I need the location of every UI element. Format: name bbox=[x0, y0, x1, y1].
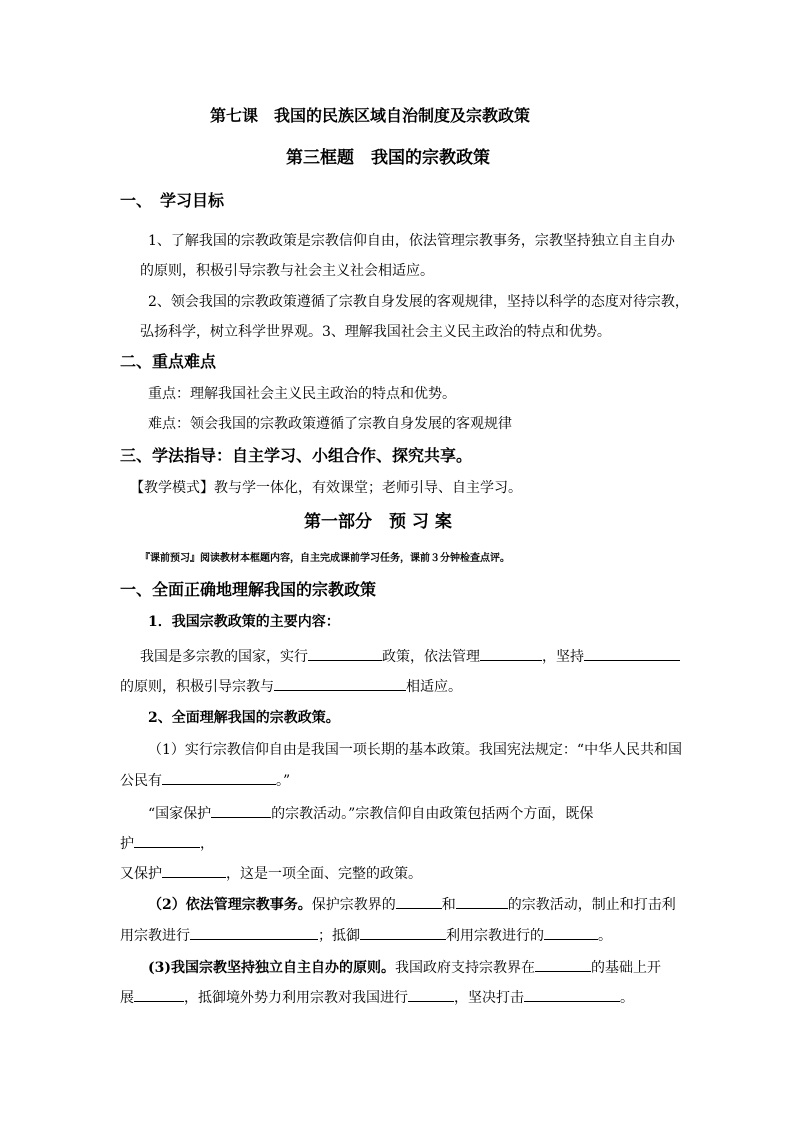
section-heading-method: 三、学法指导：自主学习、小组合作、探究共享。 bbox=[120, 446, 473, 465]
q1-text-a: 我国是多宗教的国家，实行 bbox=[140, 649, 308, 665]
q2-text: 又保护 bbox=[120, 866, 162, 882]
fill-blank[interactable] bbox=[524, 987, 620, 1002]
fill-blank[interactable] bbox=[544, 925, 598, 940]
q2-para4-line1 bbox=[148, 957, 661, 978]
key-point: 重点：理解我国社会主义民主政治的特点和优势。 bbox=[148, 386, 456, 402]
q2-text: 。 bbox=[620, 990, 634, 1006]
goal-2-line-2: 弘扬科学，树立科学世界观。3、理解我国社会主义民主政治的特点和优势。 bbox=[140, 324, 611, 340]
q2-text: 我国政府支持宗教界在 bbox=[395, 960, 535, 976]
goal-2-line-1: 2、领会我国的宗教政策遵循了宗教自身发展的客观规律，坚持以科学的态度对待宗教， bbox=[148, 294, 689, 310]
fill-blank[interactable] bbox=[162, 770, 276, 785]
fill-blank[interactable] bbox=[408, 987, 454, 1002]
goal-1-line-2: 的原则，积极引导宗教与社会主义社会相适应。 bbox=[140, 263, 434, 279]
q2-text: 的宗教活动，制止和打击利 bbox=[507, 897, 676, 913]
fill-blank[interactable] bbox=[308, 646, 382, 661]
q2-para3-line2 bbox=[120, 925, 612, 946]
goal-1-line-1: 1、了解我国的宗教政策是宗教信仰自由，依法管理宗教事务，宗教坚持独立自主自办 bbox=[148, 233, 675, 249]
q2-text: 。” bbox=[276, 773, 291, 789]
lesson-subtitle: 第三框题 我国的宗教政策 bbox=[286, 148, 490, 168]
q2-text: 展 bbox=[120, 990, 134, 1006]
q1-text-c: ，坚持 bbox=[542, 649, 584, 665]
q2-text: 和 bbox=[441, 897, 456, 913]
fill-blank[interactable] bbox=[134, 987, 184, 1002]
section-heading-policy: 一、全面正确地理解我国的宗教政策 bbox=[120, 580, 377, 599]
fill-blank[interactable] bbox=[162, 863, 226, 878]
preview-note: 『课前预习』阅读教材本框题内容，自主完成课前学习任务，课前３分钟检查点评。 bbox=[140, 553, 510, 564]
q2-para1-line1: （1）实行宗教信仰自由是我国一项长期的基本政策。我国宪法规定：“中华人民共和国 bbox=[148, 742, 683, 758]
part-title: 第一部分 预 习 案 bbox=[304, 512, 452, 532]
lesson-title: 第七课 我国的民族区域自治制度及宗教政策 bbox=[210, 106, 531, 125]
q2-text: ；抵御 bbox=[318, 928, 360, 944]
q2-text: ， bbox=[200, 836, 214, 852]
fill-blank[interactable] bbox=[274, 676, 406, 691]
q2-para4-line2 bbox=[120, 987, 634, 1008]
q2-text: ，这是一项全面、完整的政策。 bbox=[226, 866, 422, 882]
q2-para2-line1 bbox=[148, 803, 593, 824]
q2-text: 的宗教活动。”宗教信仰自由政策包括两个方面，既保 bbox=[271, 806, 594, 822]
q2-heading: 2、全面理解我国的宗教政策。 bbox=[148, 710, 340, 726]
teaching-mode: 【教学模式】教与学一体化，有效课堂；老师引导、自主学习。 bbox=[130, 480, 522, 496]
q2-para2-line3 bbox=[120, 863, 422, 884]
section-heading-key-points: 二、重点难点 bbox=[120, 352, 217, 371]
q1-text-b: 政策，依法管理 bbox=[382, 649, 480, 665]
fill-blank[interactable] bbox=[535, 957, 591, 972]
q2-text: ，坚决打击 bbox=[454, 990, 524, 1006]
difficulty-point: 难点：领会我国的宗教政策遵循了宗教自身发展的客观规律 bbox=[148, 416, 512, 432]
q2-bold-lead: (3)我国宗教坚持独立自主自办的原则。 bbox=[148, 960, 395, 976]
fill-blank[interactable] bbox=[134, 833, 200, 848]
q1-text-d: 的原则，积极引导宗教与 bbox=[120, 679, 274, 695]
q2-text: 用宗教进行 bbox=[120, 928, 190, 944]
fill-blank[interactable] bbox=[360, 925, 446, 940]
q2-para1-line2 bbox=[120, 770, 290, 791]
q1-text-e: 相适应。 bbox=[406, 679, 462, 695]
fill-blank[interactable] bbox=[396, 894, 442, 909]
q2-text: 的基础上开 bbox=[591, 960, 661, 976]
fill-blank[interactable] bbox=[190, 925, 318, 940]
q2-bold-lead: （2）依法管理宗教事务。 bbox=[148, 897, 312, 913]
fill-blank[interactable] bbox=[584, 646, 680, 661]
q1-heading: 1．我国宗教政策的主要内容： bbox=[148, 614, 340, 630]
q2-text: 利用宗教进行的 bbox=[446, 928, 544, 944]
q1-line-2 bbox=[120, 676, 462, 697]
q2-para2-line2 bbox=[120, 833, 214, 854]
q2-text: 公民有 bbox=[120, 773, 162, 789]
q2-text: ，抵御境外势力利用宗教对我国进行 bbox=[184, 990, 408, 1006]
q2-text: 保护宗教界的 bbox=[311, 897, 396, 913]
q1-line-1 bbox=[140, 646, 680, 667]
q2-text: 。 bbox=[598, 928, 612, 944]
q2-text: 护 bbox=[120, 836, 134, 852]
fill-blank[interactable] bbox=[480, 646, 542, 661]
q2-text: “国家保护 bbox=[148, 806, 212, 822]
fill-blank[interactable] bbox=[456, 894, 508, 909]
section-heading-goals: 一、 学习目标 bbox=[120, 191, 225, 210]
q2-para3-line1 bbox=[148, 894, 676, 915]
fill-blank[interactable] bbox=[211, 803, 271, 818]
